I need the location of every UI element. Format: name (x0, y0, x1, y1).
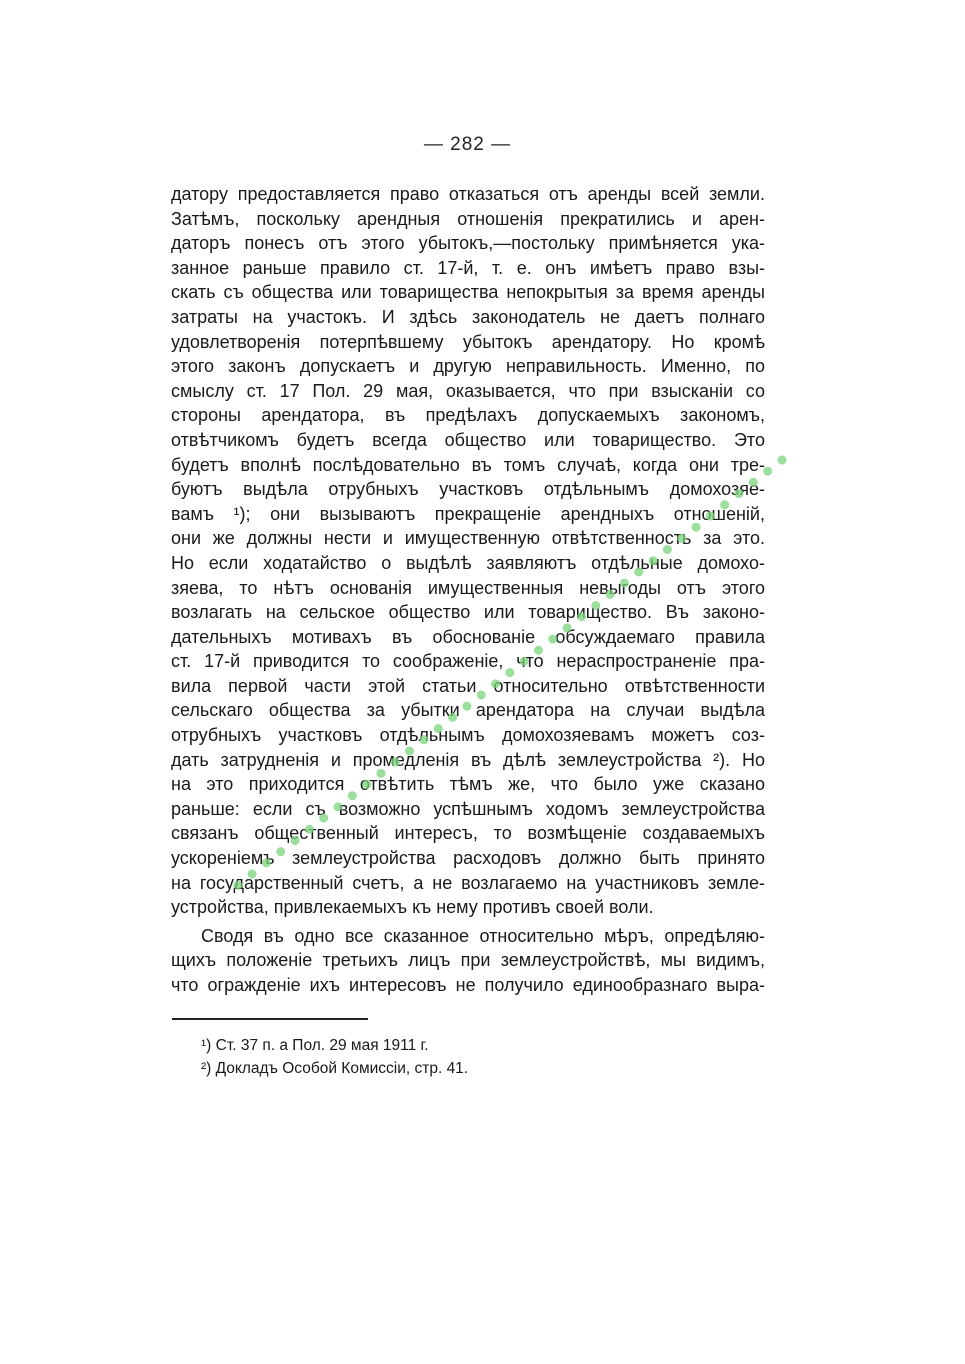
text-line: раньше: если съ возможно успѣшнымъ ходомъ землеустройства (171, 798, 765, 819)
text-line: на это приходится отвѣтить тѣмъ же, что было уже сказано (171, 774, 765, 795)
text-line: смыслу ст. 17 Пол. 29 мая, оказывается, что при взысканіи со (171, 380, 765, 401)
text-line: на государственный счетъ, а не возлагаемо на участниковъ земле- (171, 872, 765, 893)
text-line: этого законъ допускаетъ и другую неправильность. Именно, по (171, 356, 765, 377)
text-line: возлагать на сельское общество или товарищество. Въ законо- (171, 602, 765, 623)
text-line: Сводя въ одно все сказанное относительно мѣръ, опредѣляю- (201, 925, 765, 946)
text-line: занное раньше правило ст. 17-й, т. е. онъ имѣетъ право взы- (171, 257, 765, 278)
footnote-2: ²) Докладъ Особой Комиссіи, стр. 41. (201, 1060, 469, 1077)
text-line: отвѣтчикомъ будетъ всегда общество или товарищество. Это (171, 429, 765, 450)
text-line: Затѣмъ, поскольку арендныя отношенія прекратились и арен- (171, 208, 765, 229)
text-line: дательныхъ мотивахъ въ обоснованіе обсуждаемаго правила (171, 626, 765, 647)
footnote-divider (172, 1018, 368, 1020)
body-text (171, 182, 765, 998)
footnote-1: ¹) Ст. 37 п. а Пол. 29 мая 1911 г. (201, 1037, 429, 1054)
text-line: вила первой части этой статьи относительно отвѣтственности (171, 675, 765, 696)
text-line: Но если ходатайство о выдѣлѣ заявляютъ отдѣльные домохо- (171, 552, 765, 573)
text-line: стороны арендатора, въ предѣлахъ допускаемыхъ закономъ, (171, 405, 765, 426)
text-line: устройства, привлекаемыхъ къ нему противъ своей воли. (171, 897, 654, 918)
text-line: отрубныхъ участковъ отдѣльнымъ домохозяевамъ можетъ соз- (171, 725, 765, 746)
paragraph-2 (171, 924, 765, 998)
page-number: — 282 — (423, 134, 512, 155)
text-line: ст. 17-й приводится то соображеніе, что нераспространеніе пра- (171, 651, 765, 672)
text-line: ускореніемъ землеустройства расходовъ должно быть принято (171, 848, 765, 869)
text-line: зяева, то нѣтъ основанія имущественныя невыгоды отъ этого (171, 577, 765, 598)
text-line: буютъ выдѣла отрубныхъ участковъ отдѣльнымъ домохозяе- (171, 479, 765, 500)
text-line: что огражденіе ихъ интересовъ не получило единообразнаго выра- (171, 975, 765, 995)
text-line: они же должны нести и имущественную отвѣтственность за это. (171, 528, 765, 549)
footnotes (201, 1034, 468, 1080)
text-line: даторъ понесъ отъ этого убытокъ,—постольку примѣняется ука- (171, 233, 765, 254)
text-line: щихъ положеніе третьихъ лицъ при землеустройствѣ, мы видимъ, (171, 950, 765, 971)
text-line: сельскаго общества за убытки арендатора на случаи выдѣла (171, 700, 765, 721)
text-line: вамъ ¹); они вызываютъ прекращеніе арендныхъ отношеній, (171, 503, 765, 524)
text-line: затраты на участокъ. И здѣсь законодатель не даетъ полнаго (171, 306, 765, 327)
text-line: датору предоставляется право отказаться отъ аренды всей земли. (171, 184, 765, 204)
text-line: скать съ общества или товарищества непокрытыя за время аренды (171, 282, 765, 303)
text-line: дать затрудненія и промедленія въ дѣлѣ землеустройства ²). Но (171, 749, 765, 770)
text-line: связанъ общественный интересъ, то возмѣщеніе создаваемыхъ (171, 823, 765, 844)
paragraph-1 (171, 182, 765, 920)
text-line: будетъ вполнѣ послѣдовательно въ томъ случаѣ, когда они тре- (171, 454, 765, 475)
text-line: удовлетворенія потерпѣвшему убытокъ арендатору. Но кромѣ (171, 331, 765, 352)
